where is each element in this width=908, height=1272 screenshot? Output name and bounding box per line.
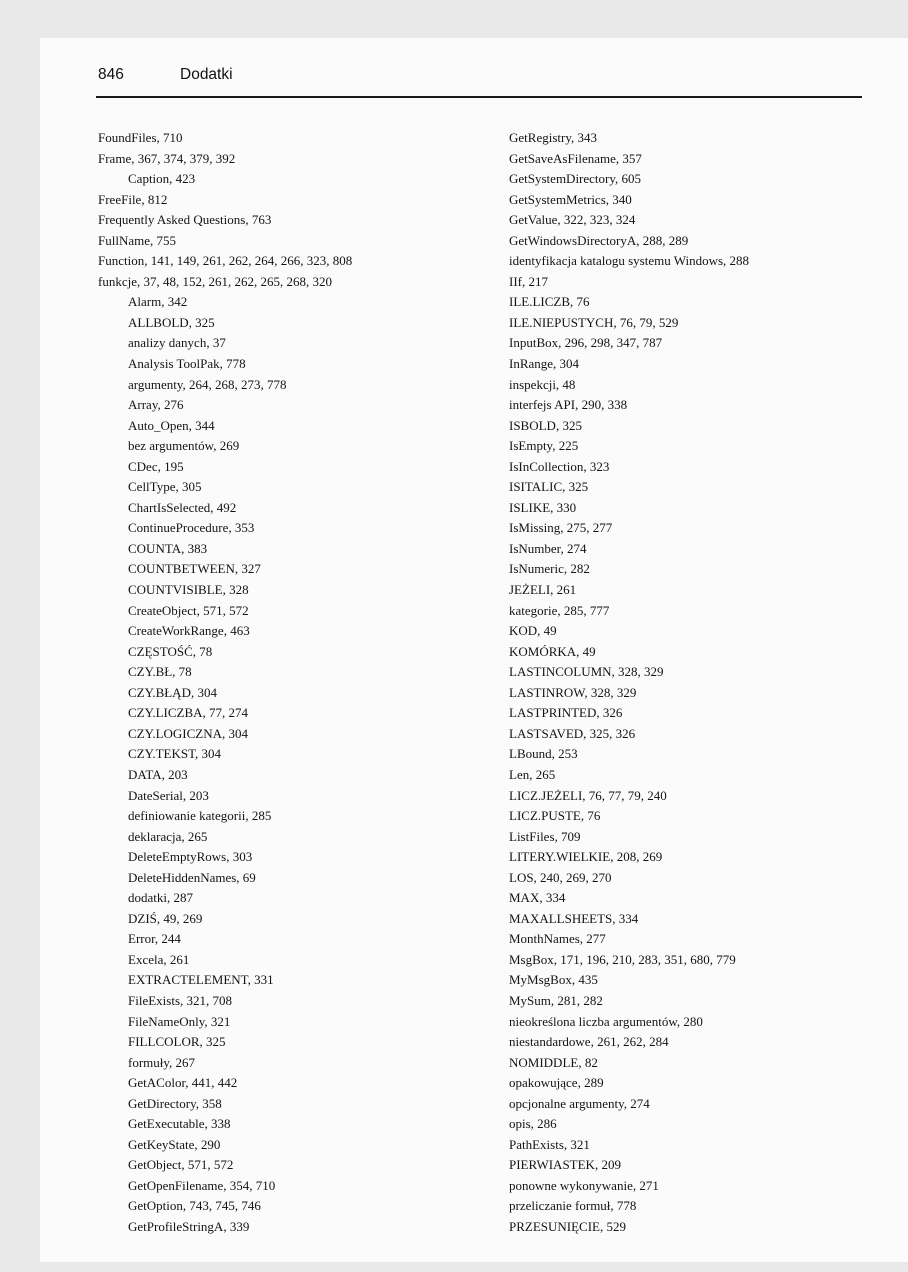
index-entry: FreeFile, 812 <box>98 191 168 207</box>
index-entry: GetRegistry, 343 <box>509 130 597 145</box>
index-entry: FullName, 755 <box>98 232 176 248</box>
index-subentry: GetDirectory, 358 <box>128 1095 222 1111</box>
index-entry: MAXALLSHEETS, 334 <box>509 910 639 926</box>
index-subentry: FILLCOLOR, 325 <box>128 1034 226 1050</box>
index-subentry: GetExecutable, 338 <box>128 1116 231 1132</box>
index-subentry: GetAColor, 441, 442 <box>128 1075 238 1091</box>
index-entry: LICZ.JEŻELI, 76, 77, 79, 240 <box>509 787 667 803</box>
index-entry: ISBOLD, 325 <box>509 417 582 433</box>
index-subentry: formuły, 267 <box>128 1054 196 1070</box>
index-entry: inspekcji, 48 <box>509 376 576 392</box>
index-entry: Frequently Asked Questions, 763 <box>98 212 272 228</box>
index-entry: JEŻELI, 261 <box>509 582 577 598</box>
index-entry: MAX, 334 <box>509 890 566 906</box>
index-entry: identyfikacja katalogu systemu Windows, 288 <box>509 253 750 269</box>
index-subentry: Caption, 423 <box>128 171 196 187</box>
index-entry: GetValue, 322, 323, 324 <box>509 212 636 228</box>
index-entry: LASTPRINTED, 326 <box>509 705 623 721</box>
index-entry: kategorie, 285, 777 <box>509 602 610 618</box>
index-subentry: DZIŚ, 49, 269 <box>128 910 203 926</box>
index-entry: LICZ.PUSTE, 76 <box>509 808 601 824</box>
index-entry: MsgBox, 171, 196, 210, 283, 351, 680, 779 <box>509 951 736 967</box>
index-entry: PRZESUNIĘCIE, 529 <box>509 1218 626 1234</box>
index-entry: LBound, 253 <box>509 746 578 762</box>
index-entry: GetSystemDirectory, 605 <box>509 171 642 187</box>
index-entry: PIERWIASTEK, 209 <box>509 1157 621 1173</box>
index-entry: IsInCollection, 323 <box>509 458 610 474</box>
index-subentry: CZY.LOGICZNA, 304 <box>128 725 249 741</box>
index-entry: InRange, 304 <box>509 356 580 372</box>
index-subentry: GetOption, 743, 745, 746 <box>128 1198 261 1214</box>
index-subentry: Excela, 261 <box>128 951 190 967</box>
index-subentry: Analysis ToolPak, 778 <box>128 356 246 372</box>
index-entry: ILE.NIEPUSTYCH, 76, 79, 529 <box>509 314 679 330</box>
index-column-right <box>509 128 879 1238</box>
index-entry: interfejs API, 290, 338 <box>509 397 628 413</box>
index-subentry: CellType, 305 <box>128 479 202 495</box>
index-subentry: EXTRACTELEMENT, 331 <box>128 972 274 988</box>
index-entry: GetWindowsDirectoryA, 288, 289 <box>509 232 689 248</box>
section-title: Dodatki <box>180 66 233 83</box>
index-entry: niestandardowe, 261, 262, 284 <box>509 1034 669 1050</box>
index-entry: FoundFiles, 710 <box>98 130 183 145</box>
index-entry: LASTINROW, 328, 329 <box>509 684 637 700</box>
index-entry: ISLIKE, 330 <box>509 499 577 515</box>
index-entry: LASTSAVED, 325, 326 <box>509 725 636 741</box>
index-entry: KOD, 49 <box>509 623 557 639</box>
index-entry: IsMissing, 275, 277 <box>509 520 613 536</box>
index-subentry: DeleteHiddenNames, 69 <box>128 869 256 885</box>
running-header <box>98 66 233 84</box>
index-subentry: GetKeyState, 290 <box>128 1136 221 1152</box>
index-subentry: COUNTA, 383 <box>128 540 208 556</box>
index-entry: ISITALIC, 325 <box>509 479 589 495</box>
index-entry: MyMsgBox, 435 <box>509 972 598 988</box>
index-entry: LOS, 240, 269, 270 <box>509 869 612 885</box>
index-subentry: Auto_Open, 344 <box>128 417 215 433</box>
index-entry: IsNumeric, 282 <box>509 561 590 577</box>
index-subentry: CreateWorkRange, 463 <box>128 623 250 639</box>
index-subentry: argumenty, 264, 268, 273, 778 <box>128 376 287 392</box>
index-entry: Function, 141, 149, 261, 262, 264, 266, 323, 808 <box>98 253 353 269</box>
index-subentry: GetOpenFilename, 354, 710 <box>128 1177 276 1193</box>
index-entry: NOMIDDLE, 82 <box>509 1054 598 1070</box>
index-entry: LITERY.WIELKIE, 208, 269 <box>509 849 663 865</box>
index-subentry: dodatki, 287 <box>128 890 193 906</box>
index-subentry: ContinueProcedure, 353 <box>128 520 255 536</box>
index-entry: MySum, 281, 282 <box>509 992 603 1008</box>
index-subentry: DATA, 203 <box>128 766 188 782</box>
index-entry: Frame, 367, 374, 379, 392 <box>98 150 236 166</box>
index-subentry: CZY.TEKST, 304 <box>128 746 222 762</box>
index-subentry: CZĘSTOŚĆ, 78 <box>128 643 213 659</box>
header-rule <box>96 96 862 98</box>
index-subentry: GetProfileStringA, 339 <box>128 1218 250 1234</box>
index-subentry: bez argumentów, 269 <box>128 438 240 454</box>
index-entry: opcjonalne argumenty, 274 <box>509 1095 650 1111</box>
page-number: 846 <box>98 66 124 83</box>
index-subentry: ChartIsSelected, 492 <box>128 499 237 515</box>
index-subentry: COUNTBETWEEN, 327 <box>128 561 261 577</box>
index-entry: MonthNames, 277 <box>509 931 606 947</box>
index-subentry: definiowanie kategorii, 285 <box>128 808 272 824</box>
index-subentry: FileNameOnly, 321 <box>128 1013 231 1029</box>
index-column-left <box>98 128 478 1238</box>
index-entry: ListFiles, 709 <box>509 828 581 844</box>
index-subentry: Alarm, 342 <box>128 294 188 310</box>
index-subentry: DateSerial, 203 <box>128 787 209 803</box>
index-entry: GetSystemMetrics, 340 <box>509 191 632 207</box>
index-entry: InputBox, 296, 298, 347, 787 <box>509 335 663 351</box>
index-entry: GetSaveAsFilename, 357 <box>509 150 642 166</box>
index-subentry: CZY.BŁ, 78 <box>128 664 192 680</box>
index-entry: IsEmpty, 225 <box>509 438 579 454</box>
index-subentry: CZY.BŁĄD, 304 <box>128 684 217 700</box>
index-entry: PathExists, 321 <box>509 1136 590 1152</box>
index-subentry: FileExists, 321, 708 <box>128 992 233 1008</box>
index-entry: IsNumber, 274 <box>509 540 587 556</box>
index-entry: LASTINCOLUMN, 328, 329 <box>509 664 664 680</box>
index-subentry: CreateObject, 571, 572 <box>128 602 249 618</box>
index-subentry: CDec, 195 <box>128 458 184 474</box>
index-subentry: deklaracja, 265 <box>128 828 208 844</box>
index-subentry: DeleteEmptyRows, 303 <box>128 849 253 865</box>
index-subentry: Error, 244 <box>128 931 181 947</box>
index-entry: Len, 265 <box>509 766 556 782</box>
index-subentry: COUNTVISIBLE, 328 <box>128 582 249 598</box>
index-entry: opakowujące, 289 <box>509 1075 604 1091</box>
index-entry: ponowne wykonywanie, 271 <box>509 1177 659 1193</box>
index-subentry: CZY.LICZBA, 77, 274 <box>128 705 249 721</box>
index-subentry: Array, 276 <box>128 397 184 413</box>
index-entry: KOMÓRKA, 49 <box>509 643 596 659</box>
index-entry: nieokreślona liczba argumentów, 280 <box>509 1013 703 1029</box>
index-entry: funkcje, 37, 48, 152, 261, 262, 265, 268, 320 <box>98 273 332 289</box>
index-entry: opis, 286 <box>509 1116 557 1132</box>
index-subentry: analizy danych, 37 <box>128 335 226 351</box>
index-subentry: ALLBOLD, 325 <box>128 314 215 330</box>
index-entry: IIf, 217 <box>509 273 548 289</box>
index-subentry: GetObject, 571, 572 <box>128 1157 234 1173</box>
index-entry: ILE.LICZB, 76 <box>509 294 590 310</box>
index-entry: przeliczanie formuł, 778 <box>509 1198 637 1214</box>
